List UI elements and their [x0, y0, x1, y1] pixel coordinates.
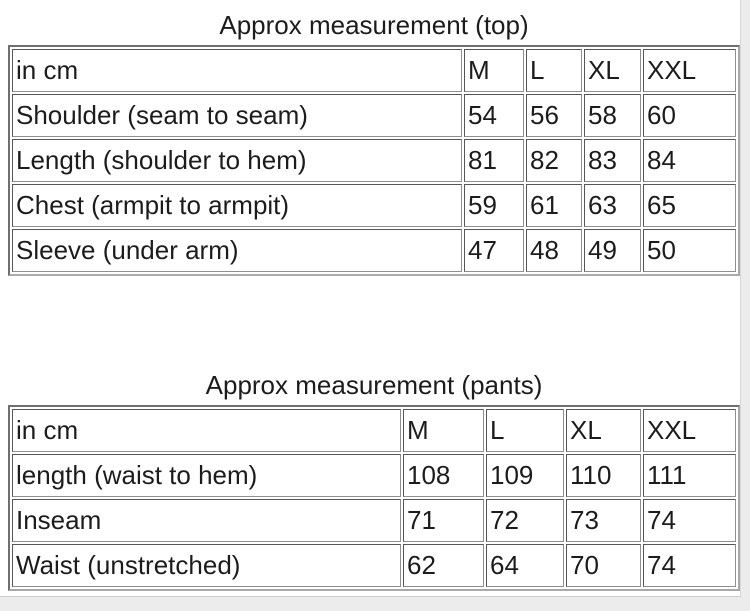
measurement-value-cell: 82	[526, 139, 582, 182]
table-row	[12, 94, 736, 137]
measurement-value-cell: 48	[526, 229, 582, 272]
measurement-label-cell: Waist (unstretched)	[12, 544, 401, 587]
measurement-value-cell: 49	[584, 229, 641, 272]
table-row	[12, 184, 736, 227]
top-table-title: Approx measurement (top)	[219, 10, 529, 40]
measurement-label-cell: Chest (armpit to armpit)	[12, 184, 462, 227]
measurement-value-cell: 110	[566, 454, 641, 497]
table-row	[12, 544, 736, 587]
table-row	[12, 139, 736, 182]
size-header-cell-m: M	[403, 409, 484, 452]
header-row	[12, 49, 736, 92]
size-header-cell-xxl: XXL	[643, 49, 736, 92]
measurement-label-cell: Shoulder (seam to seam)	[12, 94, 462, 137]
measurement-value-cell: 111	[643, 454, 736, 497]
measurement-label-cell: length (waist to hem)	[12, 454, 401, 497]
measurement-value-cell: 72	[486, 499, 564, 542]
measurement-value-cell: 50	[643, 229, 736, 272]
table-row	[12, 229, 736, 272]
measurement-value-cell: 83	[584, 139, 641, 182]
pants-table-title: Approx measurement (pants)	[205, 370, 543, 400]
measurement-label-cell: Length (shoulder to hem)	[12, 139, 462, 182]
measurement-value-cell: 60	[643, 94, 736, 137]
top-size-table	[8, 45, 740, 276]
measurement-value-cell: 70	[566, 544, 641, 587]
size-header-cell-xl: XL	[584, 49, 641, 92]
size-header-cell-l: L	[526, 49, 582, 92]
measurement-value-cell: 73	[566, 499, 641, 542]
measurement-value-cell: 65	[643, 184, 736, 227]
measurement-value-cell: 58	[584, 94, 641, 137]
size-header-cell-xl: XL	[566, 409, 641, 452]
measurement-value-cell: 81	[464, 139, 524, 182]
measurement-value-cell: 47	[464, 229, 524, 272]
measurement-value-cell: 59	[464, 184, 524, 227]
measurement-value-cell: 84	[643, 139, 736, 182]
measurement-label-cell: Sleeve (under arm)	[12, 229, 462, 272]
size-header-cell-l: L	[486, 409, 564, 452]
unit-header-cell: in cm	[12, 49, 462, 92]
measurement-value-cell: 108	[403, 454, 484, 497]
size-header-cell-xxl: XXL	[643, 409, 736, 452]
measurement-value-cell: 62	[403, 544, 484, 587]
size-header-cell-m: M	[464, 49, 524, 92]
measurement-value-cell: 71	[403, 499, 484, 542]
measurement-value-cell: 63	[584, 184, 641, 227]
measurement-value-cell: 64	[486, 544, 564, 587]
measurement-value-cell: 74	[643, 499, 736, 542]
measurement-value-cell: 109	[486, 454, 564, 497]
unit-header-cell: in cm	[12, 409, 401, 452]
measurement-value-cell: 56	[526, 94, 582, 137]
measurement-value-cell: 61	[526, 184, 582, 227]
pants-size-table	[8, 405, 740, 591]
measurement-label-cell: Inseam	[12, 499, 401, 542]
measurement-value-cell: 54	[464, 94, 524, 137]
table-row	[12, 454, 736, 497]
table-row	[12, 499, 736, 542]
measurement-value-cell: 74	[643, 544, 736, 587]
header-row	[12, 409, 736, 452]
